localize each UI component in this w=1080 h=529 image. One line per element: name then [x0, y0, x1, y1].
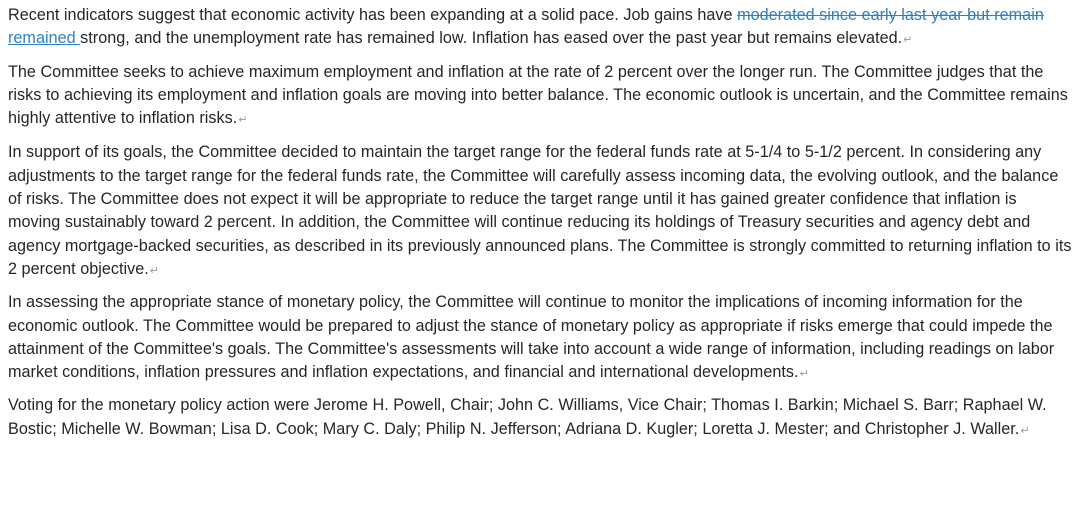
paragraph-monetary-policy-stance[interactable] — [8, 291, 1072, 385]
paragraph-committee-goals[interactable] — [8, 61, 1072, 132]
paragraph-mark-icon: ↵ — [799, 367, 809, 381]
paragraph-mark-icon: ↵ — [903, 33, 913, 47]
p4-text: In assessing the appropriate stance of monetary policy, the Committee will continue to monitor the implications of incoming information for the economic outlook. The Committee would be prepared to adjust the stance of monetary policy as appropriate if risks emerge that could impede the attainment of the Committee's goals. The Committee's assessments will take into account a wide range of information, including readings on labor market conditions, inflation pressures and inflation expectations, and financial and international developments. — [8, 293, 1055, 382]
paragraph-mark-icon: ↵ — [149, 263, 160, 277]
p2-text: The Committee seeks to achieve maximum employment and inflation at the rate of 2 percent over the longer run. The Committee judges that the risks to achieving its employment and inflation goals are moving into better balance. The economic outlook is uncertain, and the Committee remains highly attentive to inflation risks. — [8, 62, 1068, 128]
p5-text: Voting for the monetary policy action were Jerome H. Powell, Chair; John C. Williams, Vice Chair; Thomas I. Barkin; Michael S. Barr; Raphael W. Bostic; Michelle W. Bowman; Lisa D. Cook; Mary C. Daly; Philip N. Jefferson; Adriana D. Kugler; Loretta J. Mester; and Christopher J. Waller. — [8, 396, 1047, 438]
paragraph-mark-icon: ↵ — [1020, 423, 1030, 437]
inserted-text[interactable]: remained — [8, 29, 81, 48]
p1-text-before: Recent indicators suggest that economic activity has been expanding at a solid pace. Job gains have — [8, 6, 738, 24]
deleted-text[interactable]: moderated since early last year but remain — [737, 6, 1044, 24]
paragraph-voting-members[interactable] — [8, 394, 1072, 442]
paragraph-economic-activity[interactable] — [8, 4, 1072, 52]
paragraph-federal-funds-rate[interactable] — [8, 141, 1072, 282]
paragraph-mark-icon: ↵ — [238, 113, 248, 127]
p1-text-after: strong, and the unemployment rate has remained low. Inflation has eased over the past year but remains elevated. — [80, 29, 903, 48]
p3-text: In support of its goals, the Committee decided to maintain the target range for the federal funds rate at 5-1/4 to 5-1/2 percent. In considering any adjustments to the target range for the federal funds rate, the Committee will carefully assess incoming data, the evolving outlook, and the balance of risks. The Committee does not expect it will be appropriate to reduce the target range until it has gained greater confidence that inflation is moving sustainably toward 2 percent. In addition, the Committee will continue reducing its holdings of Treasury securities and agency debt and agency mortgage-backed securities, as described in its previously announced plans. The Committee is strongly committed to returning inflation to its 2 percent objective. — [8, 143, 1072, 278]
